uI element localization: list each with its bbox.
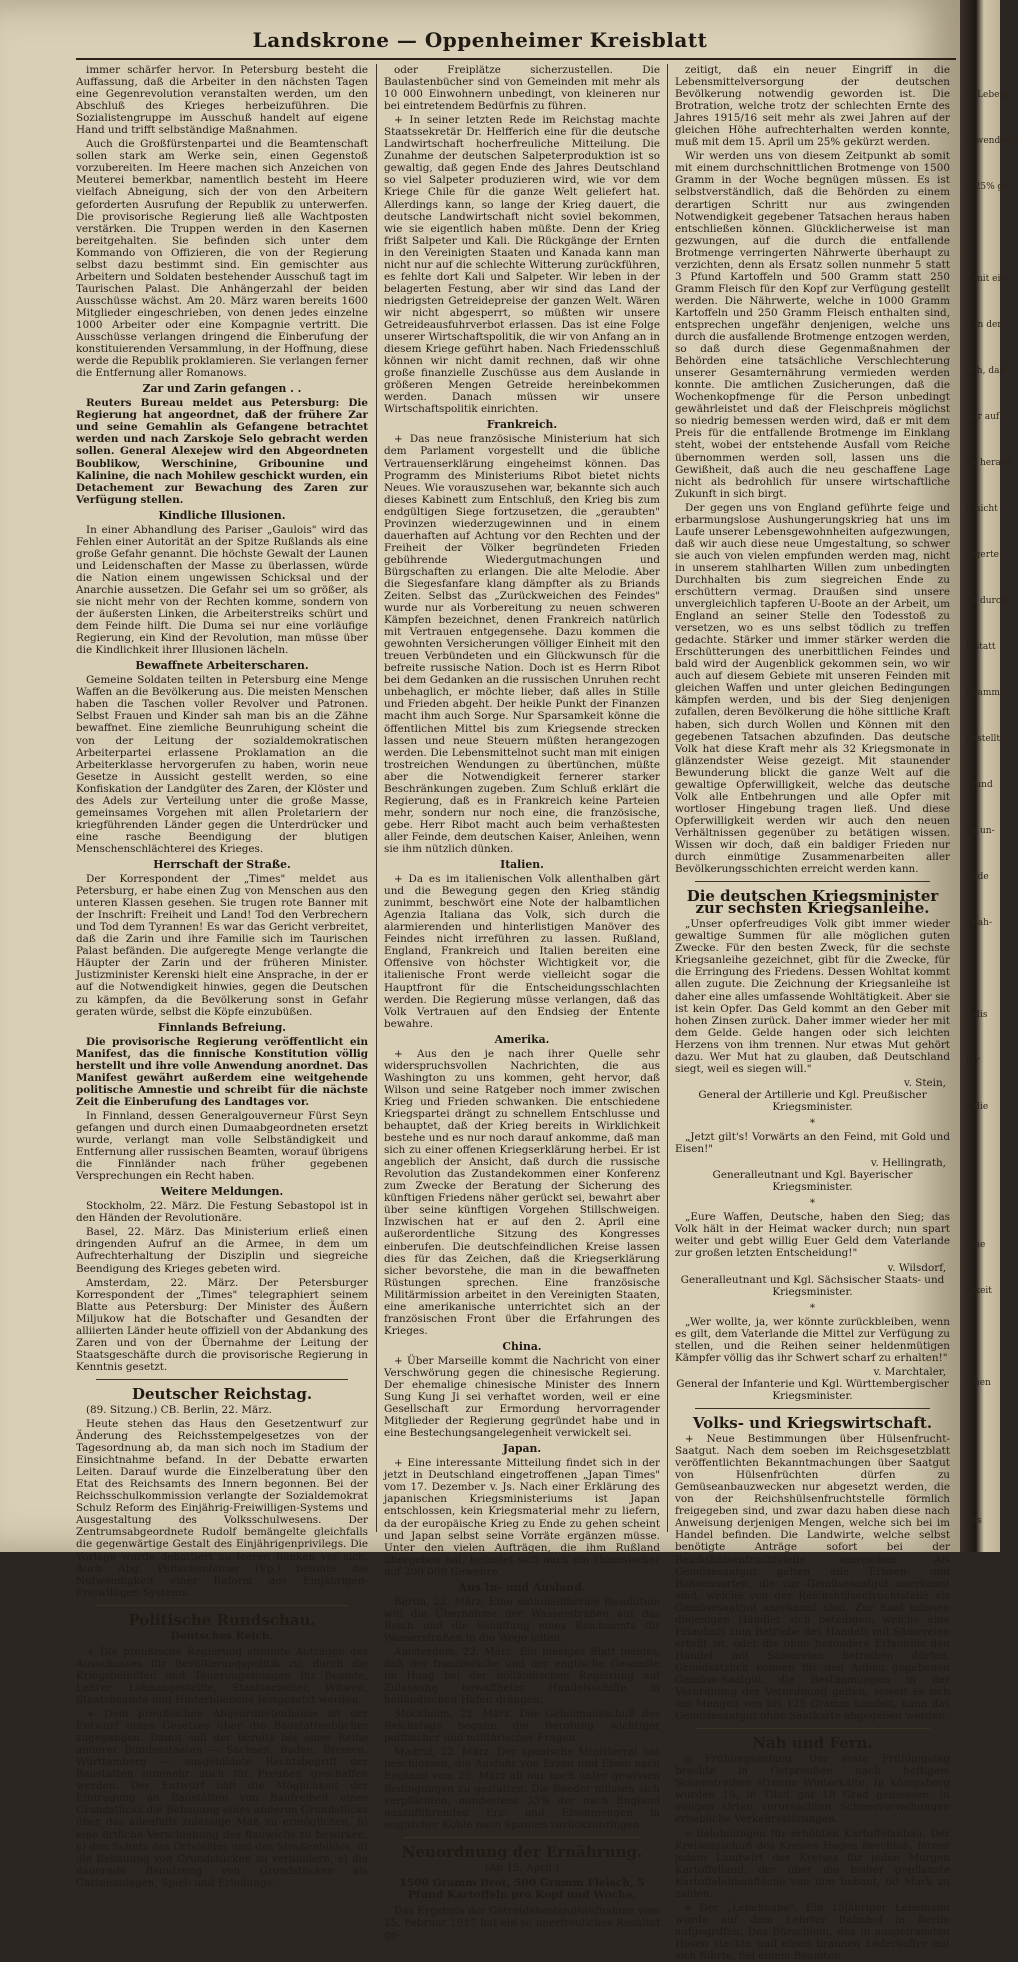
section-heading: Die deutschen Kriegsminister zur sechsten Kriegsanleihe. xyxy=(686,887,939,918)
article-paragraph: Gemeine Soldaten teilten in Petersburg eine Menge Waffen an die Bevölkerung aus. Die meisten Menschen haben die Taschen voller Revolver und Patronen. Selbst Frauen und Kinder sah man bis an die Zähne bewaffnet. Eine ziemliche Beunruhigung scheint die von der Leitung der sozialdemokratischen Arbeiterpartei erlassene Proklamation an die Arbeiterklasse hervorgerufen zu haben, worin neue Gesetze in Aussicht gestellt werden, so eine Konfiskation der Landgüter des Zaren, der Klöster und des Adels zur Verteilung unter die große Masse, gemeinsames Vorgehen mit allen Proletariern der kriegführenden Länder gegen die Unterdrücker und eine rasche Beendigung der blutigen Menschenschlächterei des Krieges. xyxy=(76,674,368,855)
article-paragraph: In Finnland, dessen Generalgouverneur Fürst Seyn gefangen und durch einen Dumaabgeordneten ersetzt wurde, verlangt man volle Selbständigkeit und Entfernung aller russischen Beamten, worauf übrigens die Finnländer nach früher gegebenen Versprechungen ein Recht haben. xyxy=(76,1109,368,1183)
edge-text-fragment: n 25% ge xyxy=(966,182,1009,192)
separator-star: * xyxy=(809,1301,816,1314)
article-paragraph: Reuters Bureau meldet aus Petersburg: Die Regierung hat angeordnet, daß der frühere Zar und seine Gemahlin als Gefangene betrachtet werden und nach Zarskoje Selo gebracht werden sollen. General Alexejew wird den Abgeordneten Boublikow, Werschinine, Gribounine und Kalinine, die nach Mohilew geschickt wurden, ein Detachement zur Bewachung des Zaren zur Verfügung stellen. xyxy=(76,397,368,506)
edge-text-fragment: für xyxy=(966,1056,980,1066)
article-paragraph: o Belohnungen für erhöhten Kartoffelanbau. Der Kreisausschuß des Kreises Hagen beschloß, ferner jedem Landwirt des Kreises für jeden Morgen Kartoffelland, der über die bisher gepflanzte Kartoffelanbaufläche von ihm bebaut, 60 Mark zu zahlen. xyxy=(675,1827,950,1900)
section-divider xyxy=(404,1837,640,1838)
section-subheading: (Ab 15. April.) xyxy=(484,1861,560,1874)
edge-text-fragment: eine xyxy=(966,1240,986,1250)
article-paragraph: „Jetzt gilt's! Vorwärts an den Feind, mit Gold und Eisen!" xyxy=(675,1131,950,1156)
edge-text-fragment: ichen xyxy=(966,1378,991,1388)
article-heading: Bewaffnete Arbeiterscharen. xyxy=(135,659,309,673)
article-paragraph: + Da es im italienischen Volk allenthalben gärt und die Bewegung gegen den Krieg ständig zunimmt, beschwört eine Note der halbamtlichen Agenzia Italiana das Volk, sich durch die alarmierenden und hinterlistigen Manöver des Feindes nicht irreführen zu lassen. Rußland, England, Frankreich und Italien bereiten eine Offensive von höchster Wichtigkeit vor, die italienische Front werde vielleicht sogar die Hauptfront für die Entscheidungsschlachten werden. Die Regierung müsse verlangen, daß das Volk Vertrauen auf den Endsieg der Entente bewahre. xyxy=(384,873,660,1030)
article-paragraph: „Wer wollte, ja, wer könnte zurückbleiben, wenn es gilt, dem Vaterlande die Mittel zur Verfügung zu stellen, und die Reihen seiner heldenmütigen Kämpfer völlig das ihr Schwert scharf zu erhalten!" xyxy=(675,1315,950,1364)
edge-text-fragment: nur auf xyxy=(966,412,1000,422)
column-rule-1 xyxy=(376,64,377,1532)
article-paragraph: o Frühlingsanfang. Der erste Frühlingstag brachte in Ostpreußen nach heftigem Schneetreiben strenge Winterkälte. In Königsberg wurden 15, in Tilsit gar 18 Grad gemessen. In einigen Orten verursachten Schneeverwehungen erhebliche Verkehrsstörungen. xyxy=(675,1753,950,1826)
section-heading: Politische Rundschau. xyxy=(128,1610,316,1629)
article-paragraph: Berlin, 22. März. Eine nationalliberale Resolution will die Übernahme der Wasserstraßen auf das Reich und die Schaffung eines Reichsamts für Wasserstraßen in die Wege leiten. xyxy=(384,1595,660,1644)
edge-text-fragment: nnde xyxy=(966,872,989,882)
article-heading: Weitere Meldungen. xyxy=(160,1185,284,1199)
signature-name: v. Hellingrath, xyxy=(870,1157,946,1170)
edge-text-fragment: igkeit xyxy=(966,1286,992,1296)
article-paragraph: „Eure Waffen, Deutsche, haben den Sieg; das Volk hält in der Heimat wacker durch; nun spart weiter und gebt willig Euer Geld dem Vaterlande zur großen letzten Entscheidung!" xyxy=(675,1211,950,1260)
signature-title: General der Infanterie und Kgl. Württembergischer Kriegsminister. xyxy=(676,1377,949,1402)
edge-text-fragment: ne durch xyxy=(966,596,1007,606)
column-rule-2 xyxy=(667,64,668,1532)
article-paragraph: + Über Marseille kommt die Nachricht von einer Verschwörung gegen die chinesische Regierung. Der ehemalige chinesische Minister des Innern Sung Kung Ji sei verhaftet worden, weil er eine Gesellschaft zur Ermordung hervorragender Mitglieder der Regierung gegründet habe und in eine Bestechungsangelegenheit verwickelt sei. xyxy=(384,1354,660,1440)
article-paragraph: + Dem preußischen Abgeordnetenhause ist der Entwurf eines Gesetzes über die Baustattenbücher zugegangen. Damit soll der bereits bei einer Reihe anderer Bundesstaaten — Sachsen, Baden, Bremen, Württemberg — ausgebildete Rechtsbegriff der Baustatten nunmehr auch für Preußen geschaffen werden. Der Entwurf hält die Möglichkeit der Eintragung an Baustätten von Baufreiheit eines Grundstücks die Bebauung eines anderen Grundstücks über das allenfalls zulässige Maß zu ermöglichen, b) eine örtliche Verschiebung des Bauwichs zu bewirken, c) den Schutz des Ortsbildes und des Straßenbildes, d) die Bebauung von Grundstücken zu verhindern, e) die dauernde Benutzung von Grundstücken als Gartenanlagen, Spiel- und Erholungs- xyxy=(76,1708,368,1889)
edge-text-fragment: a mit ein xyxy=(966,274,1007,284)
edge-text-fragment: b statt xyxy=(966,642,996,652)
edge-text-fragment: n in der xyxy=(966,320,1002,330)
edge-text-fragment: lich, daß xyxy=(966,366,1006,376)
separator-star: * xyxy=(809,1116,816,1129)
article-heading: Italien. xyxy=(500,858,544,872)
signature-name: v. Marchtaler, xyxy=(873,1365,946,1378)
section-divider xyxy=(96,1605,348,1606)
article-paragraph: Stockholm, 22. März. Die Festung Sebastopol ist in den Händen der Revolutionäre. xyxy=(76,1200,368,1225)
article-heading: Finnlands Befreiung. xyxy=(157,1020,287,1034)
article-paragraph: Heute stehen das Haus den Gesetzentwurf zur Änderung des Reichsstempelgesetzes von der Tagesordnung ab, da man sich noch im Stadium der Einsichtnahme befand. In der Debatte erwarten Leiten. Darauf wurde die Einzelberatung über den Etat des Reichsamts des Innern begonnen. Bei der Reichsschulkommission verlangte der Sozialdemokrat Schulz Reform des Einjährig-Freiwilligen-Systems und Ausgestaltung des Volksschulwesens. Der Zentrumsabgeordnete Rudolf bemängelte gleichfalls die gegenwärtige Gestalt des Einjährigenprivilegs. Die Vorlage wurde debattiert zu leeren Bänken vor sich. Auch Abg. Peitschenfeiner (Vp.) betonte die Notwendigkeit einer Reform des Einjährigen-Freiwilligen-Systems. xyxy=(76,1418,368,1599)
edge-text-fragment: erwendung xyxy=(966,136,1018,146)
article-paragraph: Die provisorische Regierung veröffentlicht ein Manifest, das die finnische Konstitution völlig herstellt und ihre volle Anwendung anordnet. Das Manifest gewährt außerdem eine weitgehende politische Amnestie und schreibt für die nächste Zeit die Einberufung des Landtages vor. xyxy=(76,1035,368,1108)
article-paragraph: + Aus den je nach ihrer Quelle sehr widerspruchsvollen Nachrichten, die aus Washington zu uns kommen, geht hervor, daß Wilson und seine Ratgeber noch immer zwischen Krieg und Frieden schwanken. Die entschiedene Kriegspartei drängt zu schnellem Entschlusse und behauptet, daß der Krieg bereits in Wirklichkeit bestehe und es nur noch darauf ankomme, daß man sich zu einer offenen Kriegserklärung herbei. Er ist angeblich der Ansicht, daß durch die russische Revolution das Zustandekommen einer Konferenz zum Zwecke der Beratung der Sicherung des künftigen Friedens näher gerückt sei, bewahrt aber über seine künftigen Vorgehen Stillschweigen. Inzwischen hat er auf den 2. April eine außerordentliche Sitzung des Kongresses einberufen. Die deutschfeindlichen Kreise lassen dies für das Zeichen, daß die Kriegserklärung sicher bevorstehe, die man in die bewaffneten Rüstungen sprechen. Eine französische Militärmission arbeitet in den Vereinigten Staaten, eine amerikanische unterrichtet sich an der französischen Front über die Erfahrungen des Krieges. xyxy=(384,1047,660,1337)
section-heading: Volks- und Kriegswirtschaft. xyxy=(692,1414,933,1433)
section-divider xyxy=(96,1379,348,1380)
article-heading: Frankreich. xyxy=(486,418,558,432)
article-heading: Aus In- und Ausland. xyxy=(458,1580,586,1594)
article-heading: China. xyxy=(502,1339,542,1353)
article-paragraph: Das Ergebnis der Getreidebestandsaufnahme vom 15. Februar 1917 hat ein so unerfreuliches Resultat ge- xyxy=(384,1904,660,1941)
edge-text-fragment: Gramm xyxy=(966,688,1000,698)
article-paragraph: + Die preußische Regierung stimmte Anträgen des Ausschusses für Bevölkerungspolitik zu, durch die Kriegsbeihilfen und Teuerungszulagen für Beamte, Lehrer, Lohnangestellte, Staatsarbeiter, Witwen, Staatsbeamte und Hinterbliebene festgesetzt werden. xyxy=(76,1645,368,1706)
edge-text-fragment: en heraus xyxy=(966,458,1012,468)
column-1 xyxy=(76,64,368,1889)
article-paragraph: o Der „Lebeknabe". Ein 15jähriger Lebemann wurde auf dem Lehrter Bahnhof in Berlin aufgegriffen. Das Bürschlein, das in ausgefransten Hosen steckte und einen braunen Lederkoffer mit sich führte, fiel einem Beamten xyxy=(675,1901,950,1962)
column-2 xyxy=(384,64,660,1941)
section-divider xyxy=(695,1408,930,1409)
article-paragraph: Der Korrespondent der „Times" meldet aus Petersburg, er habe einen Zug von Menschen aus den unteren Klassen gesehen. Sie trugen rote Banner mit der Inschrift: Freiheit und Land! Tod den Verbrechern und Tod dem Tyrannen! Es war das Gericht verbreitet, daß die Zarin und ihre Familie sich im Taurischen Palast befänden. Die aufgeregte Menge verlangte die Häupter der Zarin und der früheren Minister. Justizminister Kerenski hielt eine Ansprache, in der er auf die Notwendigkeit hinwies, gegen die Deutschen zu kämpfen, da die Bevölkerung sonst in Gefahr geraten würde, selbst die Köpfe einzubüßen. xyxy=(76,873,368,1018)
edge-text-fragment: ingerte xyxy=(966,550,1000,560)
article-paragraph: Wir werden uns von diesem Zeitpunkt ab somit mit einem durchschnittlichen Brotmenge von 1500 Gramm in der Woche begnügen müssen. Es ist selbstverständlich, daß die Behörden zu einem derartigen Schritt nur aus zwingenden Notwendigkeit gegebener Tatsachen heraus haben entschließen können. Glücklicherweise ist man gezwungen, auf die durch die entfallende Brotmenge verringerten Nährwerte überhaupt zu verzichten, denn als Ersatz sollen nunmehr 5 statt 3 Pfund Kartoffeln und 500 Gramm statt 250 Gramm Fleisch für den Kopf zur Verfügung gestellt werden. Die Nährwerte, welche in 1000 Gramm Kartoffeln und 250 Gramm Fleisch enthalten sind, entsprechen ungefähr denjenigen, welche uns durch die ausfallende Brotmenge entzogen werden, so daß durch diese Gegenmaßnahmen der Behörden eine tatsächliche Verschlechterung unserer Gesamternährung vermieden werden konnte. Die amtlichen Zusicherungen, daß die Wochenkopfmenge für die Person unbedingt gewährleistet und daß der Fleischpreis möglichst so niedrig bemessen werden wird, daß er mit dem Preis für die entfallende Brotmenge im Einklang steht, wobei der entstehende Ausfall vom Reiche übernommen werden soll, lassen uns die Gewißheit, daß auch die neu geschaffene Lage nicht als bedrohlich für unsere wirtschaftliche Zukunft in sich birgt. xyxy=(675,150,950,500)
article-heading: Amerika. xyxy=(494,1032,550,1046)
article-paragraph: In einer Abhandlung des Pariser „Gaulois" wird das Fehlen einer Autorität an der Spitze Rußlands als eine große Gefahr genannt. Die höchste Gewalt der Launen und Leidenschaften der Masse zu überlassen, würde die Nation einem ungewissen Schicksal und der Anarchie aussetzen. Die Gefahr sei um so größer, als sie nicht mehr von der Rechten komme, sondern von der äußersten Linken, die Arbeiterstreiks schürt und dem Feinde hilft. Die Duma sei nur eine vorläufige Regierung, ein Kind der Revolution, man müsse über die Kindlichkeit ihrer Illusionen lächeln. xyxy=(76,523,368,657)
article-paragraph: + Eine interessante Mitteilung findet sich in der jetzt in Deutschland eingetroffenen „Japan Times" vom 17. Dezember v. Js. Nach einer Erklärung des japanischen Kriegsministeriums ist Japan entschlossen, kein Kriegsmaterial mehr zu liefern, da der europäische Krieg zu Ende zu gehen scheint und Japan selbst seine Vorräte ergänzen müsse. Unter den vielen Aufträgen, die ihm Rußland übergeben hat, befindet sich auch ein chinesischer auf 200 000 Gewehre. xyxy=(384,1457,660,1578)
signature-title: General der Artillerie und Kgl. Preußischer Kriegsminister. xyxy=(698,1088,927,1113)
section-divider xyxy=(695,881,930,882)
article-paragraph: Basel, 22. März. Das Ministerium erließ einen dringenden Aufruf an die Armee, in dem um Aufrechterhaltung der Disziplin und siegreiche Beendigung des Krieges gebeten wird. xyxy=(76,1226,368,1275)
article-paragraph: Auch die Großfürstenpartei und die Beamtenschaft sollen stark am Werke sein, einen Gegenstoß vorzubereiten. Im Heere machen sich Anzeichen von Meuterei bemerkbar, namentlich besteht im Heere vielfach Abneigung, sich der von den Arbeitern geforderten Ausrufung der Republik zu unterwerfen. Die provisorische Regierung ließ alle Wachtposten verstärken. Die Truppen werden in den Kasernen bereitgehalten. Sie befinden sich unter dem Kommando von Offizieren, die von der Regierung selbst dazu bestimmt sind. Ein gemischter aus Arbeitern und Soldaten bestehender Ausschuß tagt im Taurischen Palast. Die Anhängerzahl der beiden Ausschüsse wächst. Am 20. März waren bereits 1600 Mitglieder eingeschrieben, von denen jedes einzelne 1000 Arbeiter oder eine Kompagnie vertritt. Die Ausschüsse verlangen dringend die Einberufung der konstituierenden Versammlung, in der Hoffnung, diese werde die Republik proklamieren. Sie verlangen ferner die Entfernung aller Romanows. xyxy=(76,138,368,380)
edge-text-fragment: en un- xyxy=(966,826,995,836)
article-heading: Japan. xyxy=(502,1442,542,1456)
section-heading: Deutscher Reichstag. xyxy=(131,1384,313,1403)
article-paragraph: + In seiner letzten Rede im Reichstag machte Staatssekretär Dr. Helfferich eine für die deutsche Landwirtschaft hocherfreuliche Mitteilung. Die Zunahme der deutschen Salpeterproduktion ist so gewaltig, daß gegen Ende des Jahres Deutschland so viel Salpeter produzieren wird, wie vor dem Kriege Chile für die ganze Welt geliefert hat. Allerdings kann, so lange der Krieg dauert, die deutsche Landwirtschaft nicht soviel bekommen, wie sie eigentlich haben müßte. Denn der Krieg frißt Salpeter und Kali. Die Rückgänge der Ernten in den Vereinigten Staaten und Kanada kann man nicht nur auf die schlechte Witterung zurückführen, es fehlte dort Kali und Salpeter. Wir leben in der belagerten Festung, aber wir sind das Land der niedrigsten Getreidepreise der ganzen Welt. Wären wir nicht abgesperrt, so müßten wir unsere Getreideausfuhrverbot erlassen. Das ist eine Folge unserer Wirtschaftspolitik, die wir von Anfang an in diesem Kriege geführt haben. Nach Friedensschluß können wir nicht damit rechnen, daß wir ohne große finanzielle Zuschüsse aus dem Auslande in größeren Mengen Getreide hereinbekommen werden. Danach müssen wir unsere Wirtschaftspolitik einrichten. xyxy=(384,114,660,416)
separator-star: * xyxy=(809,1197,816,1210)
article-paragraph: oder Freiplätze sicherzustellen. Die Baulastenbücher sind von Gemeinden mit mehr als 10 000 Einwohnern unbedingt, von kleineren nur bei eintretendem Bedürfnis zu führen. xyxy=(384,64,660,113)
edge-text-fragment: e dis xyxy=(966,1010,988,1020)
article-paragraph: Amsterdam, 22. März. Der Petersburger Korrespondent der „Times" telegraphiert seinem Blatte aus Petersburg: Der Minister des Äußern Miljukow hat die Botschafter und Gesandten der alliierten Länder heute offiziell von der Abdankung des Zaren und von der Übernahme der Leitung der Staatsgeschäfte durch die provisorische Regierung in Kenntnis gesetzt. xyxy=(76,1276,368,1373)
masthead-rule xyxy=(76,58,956,60)
masthead: Landskrone — Oppenheimer Kreisblatt xyxy=(252,28,708,52)
article-heading: Kindliche Illusionen. xyxy=(158,508,286,522)
article-paragraph: (89. Sitzung.) CB. Berlin, 22. März. xyxy=(86,1403,272,1416)
article-paragraph: Amsterdam, 22. März. Ein hiesiges Blatt meldet, daß der französische und der englische Gesandte im Haag bei der holländischen Regierung auf Zulassung bewaffneter Handelsschiffe in holländischen Häfen drängen. xyxy=(384,1646,660,1707)
edge-text-fragment: ßnah- xyxy=(966,918,993,928)
article-paragraph: Stockholm, 22. März. Der Geheimausschuß des Reichstags begann die Beratung wichtiger politischer und militärischer Fragen. xyxy=(384,1708,660,1745)
section-divider xyxy=(695,1728,930,1729)
adjacent-page-edge xyxy=(960,0,1018,1552)
article-paragraph: + Neue Bestimmungen über Hülsenfrucht-Saatgut. Nach dem soeben im Reichsgesetzblatt veröffentlichten Bekanntmachungen über Saatgut von Hülsenfrüchten dürfen zu Gemüseanbauzwecken nur abgesetzt werden, die von der Reichshülsenfruchtstelle förmlich freigegeben sind, und zwar dazu haben diese nach Anweisung derjenigen Mengen, welche sich bei im Handel befinden. Die Landwirte, welche selbst benötigte Anträge sofort bei der Reichshülsenfruchtstelle einreichen. Als Gemüsesaatgut gelten alle Erbsen- und Bohnensorten, die zur Gemüsesaatgut anerkannt sind, welche von der Reichshülsenfruchtstelle als Gemüsesaatgut anerkannt sind. Zur Saat müssen diejenigen Händler sich beteiligen, welche eine Erlaubnis zum Betriebe des Handels mit Sämereien erteilt ist, oder die ohne besondere Erlaubnis den Handel mit Sämereien betreiben dürfen. Grundsätzlich können für den Anbau gegebenen Gemüse-Saatgut die Bestimmungen in der Verordnung der Verordnung gelten, soweit es sich um Mengen von bis 125 Gramm handelt, kann das Gemüsesaatgut ohne Saatkarte abgegeben werden. xyxy=(675,1433,950,1723)
article-paragraph: immer schärfer hervor. In Petersburg besteht die Auffassung, daß die Arbeiter in den nächsten Tagen eine Gegenrevolution veranstalten werden, um den Abschluß des Krieges herbeizuführen. Die Sozialistengruppe im Ausschuß handelt auf eigene Hand und trifft selbständige Maßnahmen. xyxy=(76,64,368,137)
article-paragraph: Der gegen uns von England geführte feige und erbarmungslose Aushungerungskrieg hat uns im Laufe unserer Lebensgewohnheiten aufgezwungen, daß wir auch diese neue Umgestaltung, so schwer sie auch von vielen empfunden werden mag, nicht in unserem stahlharten Willen zum unbedingten Durchhalten bis zum siegreichen Ende zu erschüttern vermag. Draußen sind unsere unvergleichlich tapferen U-Boote an der Arbeit, um England an seiner Stelle den Todesstoß zu versetzen, wo es uns selbst tödlich zu treffen gedachte. Stärker und immer stärker werden die Erschütterungen des unerbittlichen Feindes und bald wird der Augenblick gekommen sein, wo wir auch auf diesem Gebiete mit unseren Feinden mit gleichen Waffen und unter gleichen Bedingungen kämpfen werden, und bis der Sieg denjenigen zufallen, deren Bevölkerung die höhe sittliche Kraft haben, sich durch Wollen und Können mit den gegebenen Tatsachen abzufinden. Das deutsche Volk hat diese Kraft mehr als 32 Kriegsmonate in glänzendster Weise gezeigt. Mit staunender Bewunderung blickt die ganze Welt auf die gewaltige Opferwilligkeit, welche das deutsche Volk alle Entbehrungen und alle Opfer mit wortloser Hingebung tragen ließ. Und diese Opferwilligkeit werden wir auch den neuen Verhältnissen gegenüber zu betätigen wissen. Wissen wir doch, daß ein baldiger Frieden nur durch einmütige Zusammenarbeiten aller Bevölkerungsschichten erreicht werden kann. xyxy=(675,501,950,876)
article-paragraph: „Unser opferfreudiges Volk gibt immer wieder gewaltige Summen für alle möglichen guten Zwecke. Für den besten Zweck, für die sechste Kriegsanleihe gezeichnet, gibt für die Zwecke, für die Erringung des Friedens. Dessen Wohltat kommt allen zugute. Die Zeichnung der Kriegsanleihe ist daher eine alles umfassende Wohltätigkeit. Aber sie ist kein Opfer. Das Geld kommt an den Geber mit hohen Zinsen zurück. Daher immer wieder her mit dem Gelde. Gelde hangen oder sich leichten Herzens von ihm trennen. Nur etwas Mut gehört dazu. Wer Mut hat zu glauben, daß Deutschland siegt, weil es siegen will." xyxy=(675,918,950,1075)
section-subheading: 1500 Gramm Brot, 500 Gramm Fleisch, 5 Pfund Kartoffeln pro Kopf und Woche. xyxy=(399,1876,645,1901)
article-paragraph: + Das neue französische Ministerium hat sich dem Parlament vorgestellt und die übliche Vertrauenserklärung eingeheimst können. Das Programm des Ministeriums Ribot bietet nichts Neues. Wie vorauszusehen war, bekannte sich auch dieses Kabinett zum Entschluß, den Krieg bis zum endgültigen Siege fortzusetzen, die „geraubten" Provinzen wiederzugewinnen und in einem dauerhaften auf Achtung vor den Rechten und der Freiheit der Völker begründeten Frieden gebührende Wiedergutmachungen und Bürgschaften zu erlangen. Die alte Melodie. Aber die Siegesfanfare klang dämpfter als zu Briands Zeiten. Selbst das „Zurückweichen des Feindes" wurde nur als Vorbereitung zu neuen schweren Kämpfen bezeichnet, denen Frankreich natürlich mit Vertrauen entgegensehe. Dazu kommen die gewohnten Versicherungen völliger Einheit mit den treuen Verbündeten und ein Glückwunsch für die befreite russische Nation. Doch ist es Herrn Ribot bei dem Gedanken an die russischen Unruhen recht unbehaglich, er möchte lieber, daß alles in Stille und Frieden abgeht. Der heikle Punkt der Finanzen macht ihm auch Sorge. Nur Sparsamkeit könne die öffentlichen Mittel bis zum Kriegsende strecken lassen und neue Steuern müßten herangezogen werden. Die Lebensmittelnot sucht man mit einigen trostreichen Wendungen zu übertünchen, müßte aber die Notwendigkeit fernerer starker Beschränkungen zugeben. Zum Schluß erklärt die Regierung, daß es in Frankreich keine Parteien mehr, sondern nur noch eine, die französische, gebe. Herr Ribot macht auch beim verhaßtesten aller Feinde, dem deutschen Kaiser, Anleihen, wenn sie ihm nützlich dünken. xyxy=(384,433,660,855)
signature-name: v. Wilsdorf, xyxy=(887,1261,946,1274)
section-heading: Neuordnung der Ernährung. xyxy=(401,1842,643,1861)
edge-text-fragment: Pfund xyxy=(966,780,993,790)
edge-text-fragment: abs xyxy=(966,1516,982,1526)
edge-text-fragment: gestellt xyxy=(966,734,1001,744)
article-paragraph: zeitigt, daß ein neuer Eingriff in die Lebensmittelversorgung der deutschen Bevölkerung notwendig geworden ist. Die Brotration, welche trotz der schlechten Ernte des Jahres 1915/16 seit mehr als zwei Jahren auf der gleichen Höhe aufrechterhalten werden konnte, muß mit dem 15. April um 25% gekürzt werden. xyxy=(675,64,950,149)
edge-text-fragment: n nicht xyxy=(966,504,998,514)
signature-title: Generalleutnant und Kgl. Sächsischer Staats- und Kriegsminister. xyxy=(680,1273,945,1298)
signature-name: v. Stein, xyxy=(903,1076,946,1089)
article-paragraph: Madrid, 22. März. Der spanische Ministerrat hat beschlossen, die Ausfuhr von Erzen und Eisen nach England vom 25. März ab nur noch unter gewissen Bedingungen zu gestatten. Die Reeder müssen sich verpflichten, mindestens 33% der nach England auszuführenden Erz- und Eisenmengen in englischer Kohle nach Spanien zurückzubringen. xyxy=(384,1746,660,1831)
article-heading: Herrschaft der Straße. xyxy=(153,858,291,871)
edge-text-fragment: e die xyxy=(966,1102,989,1112)
article-heading: Zar und Zarin gefangen . . xyxy=(142,382,302,396)
section-subheading: Deutsches Reich. xyxy=(170,1629,274,1642)
section-heading: Nah und Fern. xyxy=(752,1734,873,1753)
signature-title: Generalleutnant und Kgl. Bayerischer Kriegsminister. xyxy=(712,1169,913,1194)
column-3 xyxy=(675,64,950,1962)
edge-text-fragment: ie Lebens xyxy=(966,90,1010,100)
